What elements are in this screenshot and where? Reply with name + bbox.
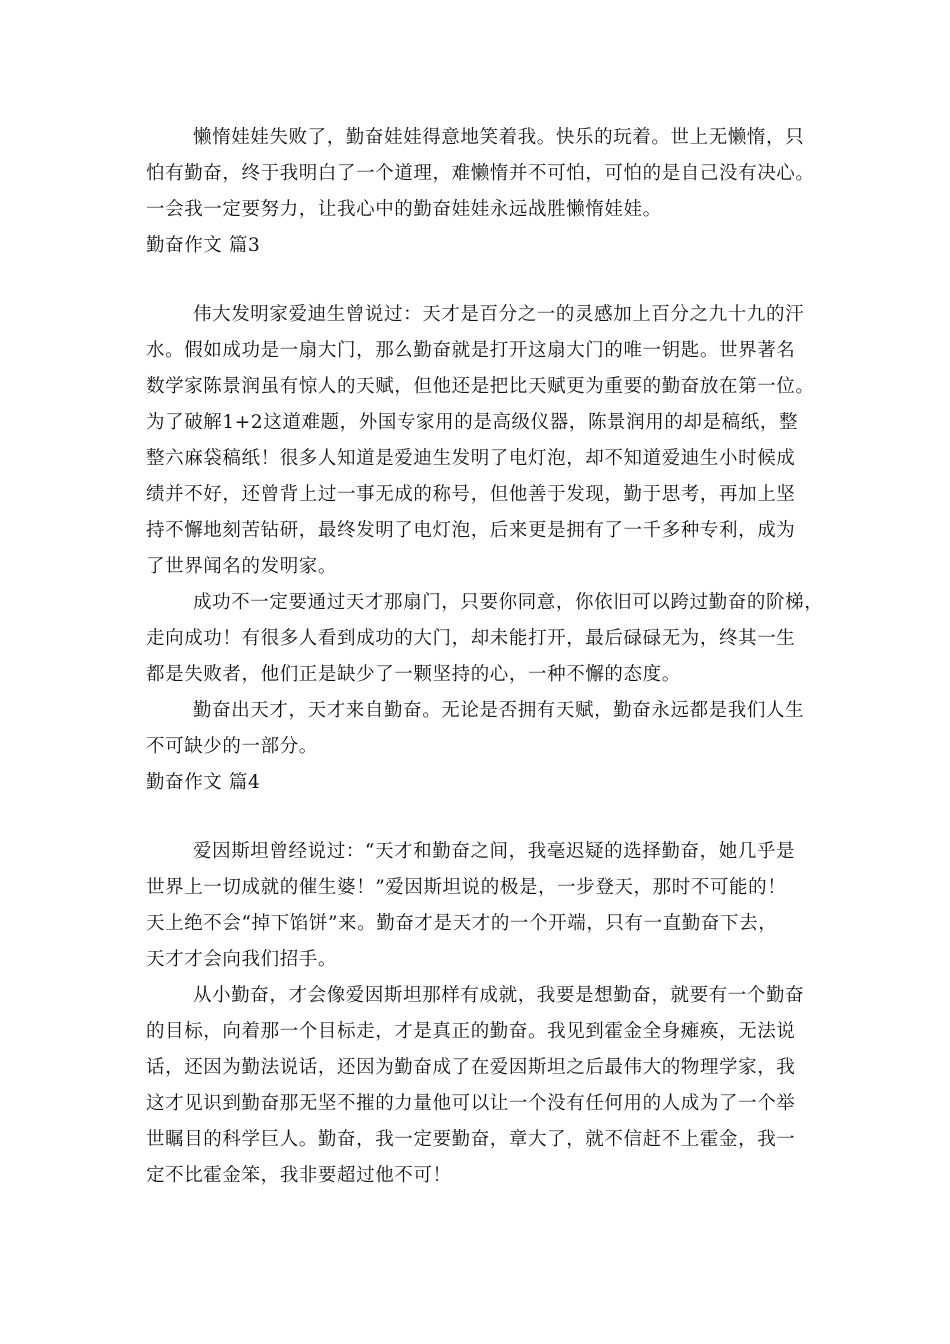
paragraph-line: 懒惰娃娃失败了，勤奋娃娃得意地笑着我。快乐的玩着。世上无懒惰，只 [193, 127, 805, 148]
paragraph-line: 持不懈地刻苦钻研，最终发明了电灯泡，后来更是拥有了一千多种专利，成为 [146, 520, 796, 541]
paragraph-line: 话，还因为勤法说话，还因为勤奋成了在爱因斯坦之后最伟大的物理学家，我 [146, 1057, 796, 1078]
paragraph-line: 勤奋出天才，天才来自勤奋。无论是否拥有天赋，勤奋永远都是我们人生 [193, 700, 805, 721]
paragraph-line: 成功不一定要通过天才那扇门，只要你同意，你依旧可以跨过勤奋的阶梯， [193, 592, 824, 613]
paragraph-line: 天才才会向我们招手。 [146, 949, 338, 970]
paragraph-line: 爱因斯坦曾经说过：“天才和勤奋之间，我毫迟疑的选择勤奋，她几乎是 [193, 841, 796, 862]
paragraph-line: 天上绝不会“掉下馅饼”来。勤奋才是天才的一个开端，只有一直勤奋下去， [146, 913, 778, 934]
paragraph-line: 定不比霍金笨，我非要超过他不可！ [146, 1165, 452, 1186]
paragraph-line: 从小勤奋，才会像爱因斯坦那样有成就，我要是想勤奋，就要有一个勤奋 [193, 985, 805, 1006]
paragraph-line: 世瞩目的科学巨人。勤奋，我一定要勤奋，章大了，就不信赶不上霍金，我一 [146, 1129, 796, 1150]
paragraph-line: 整六麻袋稿纸！很多人知道是爱迪生发明了电灯泡，却不知道爱迪生小时候成 [146, 448, 796, 469]
paragraph-line: 绩并不好，还曾背上过一事无成的称号，但他善于发现，勤于思考，再加上坚 [146, 484, 796, 505]
paragraph-line: 了世界闻名的发明家。 [146, 556, 338, 577]
section-heading: 勤奋作文 篇3 [146, 235, 261, 256]
paragraph-line: 走向成功！有很多人看到成功的大门，却未能打开，最后碌碌无为，终其一生 [146, 628, 796, 649]
paragraph-line: 水。假如成功是一扇大门，那么勤奋就是打开这扇大门的唯一钥匙。世界著名 [146, 340, 796, 361]
paragraph-line: 不可缺少的一部分。 [146, 736, 318, 757]
paragraph-line: 这才见识到勤奋那无坚不摧的力量他可以让一个没有任何用的人成为了一个举 [146, 1093, 796, 1114]
paragraph-line: 怕有勤奋，终于我明白了一个道理，难懒惰并不可怕，可怕的是自己没有决心。 [146, 163, 815, 184]
paragraph-line: 一会我一定要努力，让我心中的勤奋娃娃永远战胜懒惰娃娃。 [146, 199, 662, 220]
paragraph-line: 都是失败者，他们正是缺少了一颗坚持的心，一种不懈的态度。 [146, 664, 681, 685]
paragraph-line: 为了破解1+2这道难题，外国专家用的是高级仪器，陈景润用的却是稿纸，整 [146, 412, 799, 433]
section-heading: 勤奋作文 篇4 [146, 772, 261, 793]
paragraph-line: 伟大发明家爱迪生曾说过：天才是百分之一的灵感加上百分之九十九的汗 [193, 304, 805, 325]
paragraph-line: 的目标，向着那一个目标走，才是真正的勤奋。我见到霍金全身瘫痪，无法说 [146, 1021, 796, 1042]
paragraph-line: 数学家陈景润虽有惊人的天赋，但他还是把比天赋更为重要的勤奋放在第一位。 [146, 376, 815, 397]
paragraph-line: 世界上一切成就的催生婆！”爱因斯坦说的极是，一步登天，那时不可能的！ [146, 877, 787, 898]
